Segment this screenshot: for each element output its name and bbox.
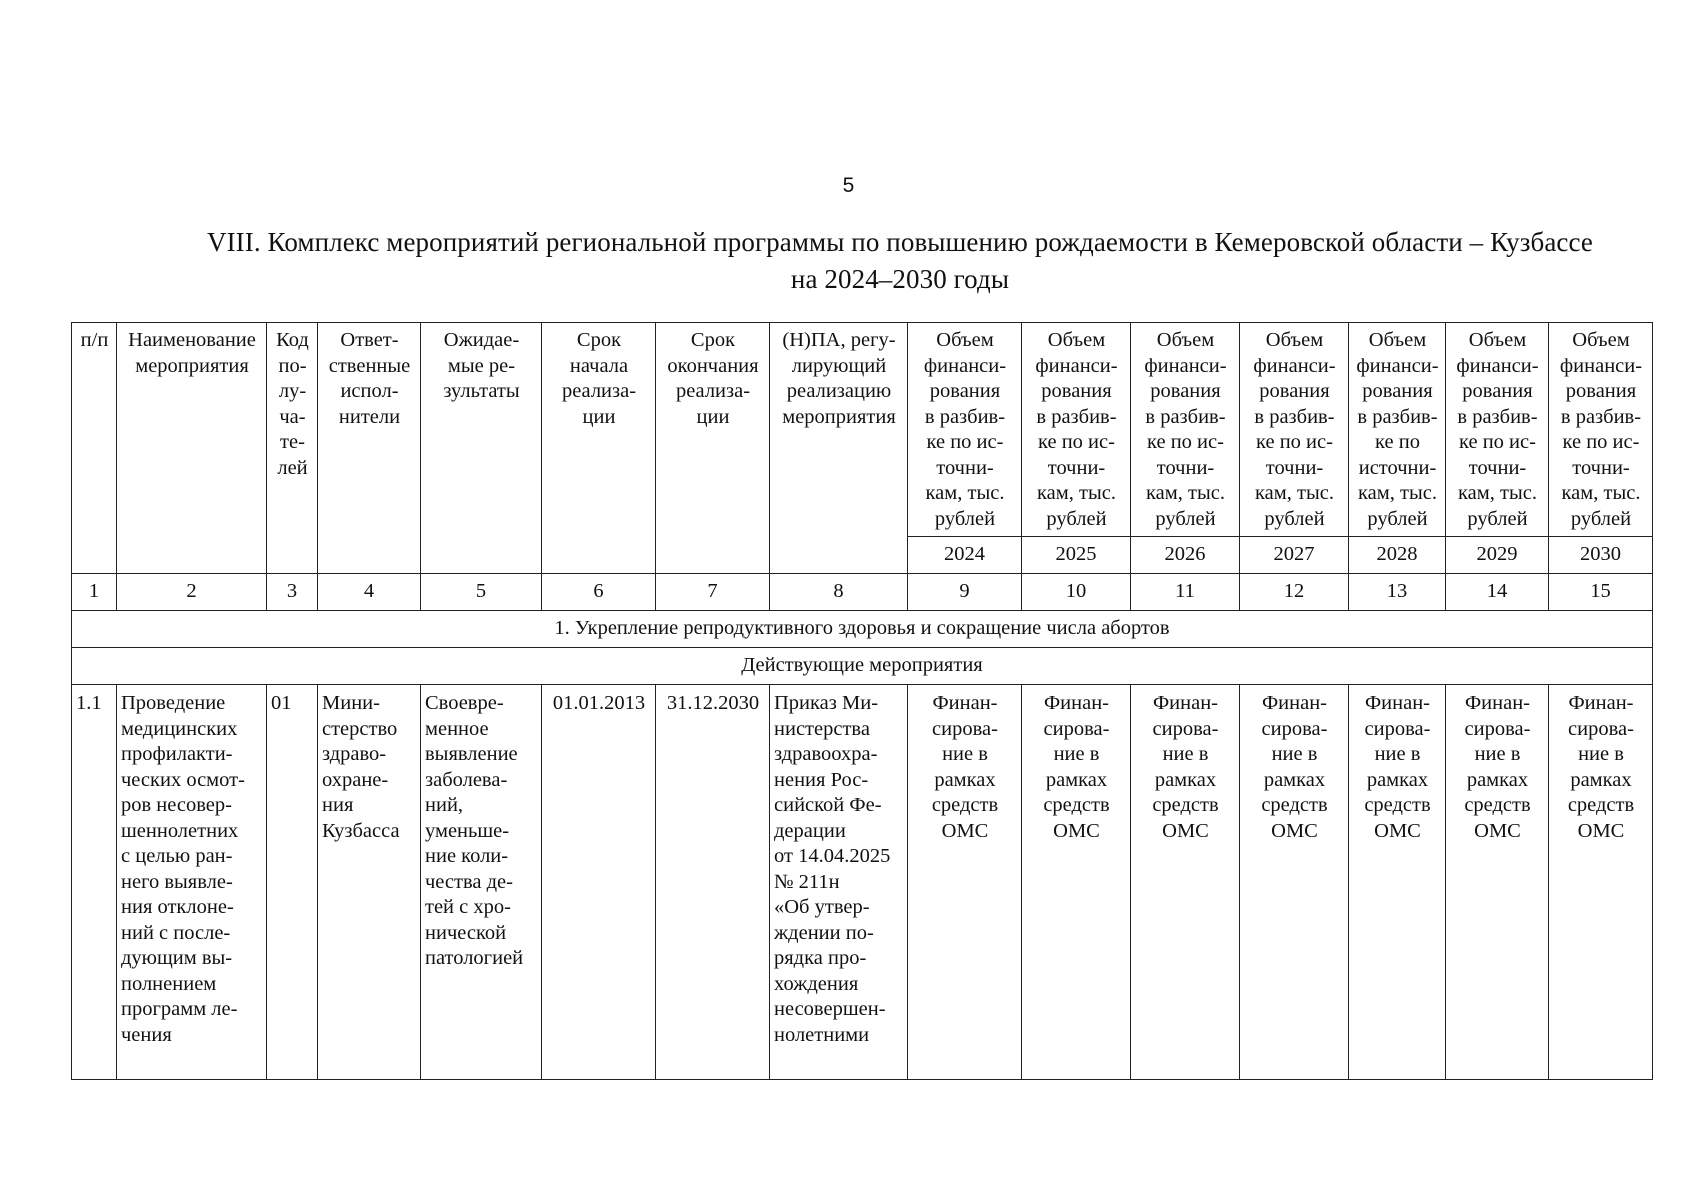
column-number: 14 (1446, 574, 1549, 611)
header-num: п/п (72, 323, 117, 574)
title-line-1: VIII. Комплекс мероприятий региональной программы по повышению рождаемости в Кемеровской области – Кузбассе (206, 227, 1594, 257)
header-financing-2027: Объем финанси- рования в разбив- ке по ис- точни- кам, тыс. рублей (1240, 323, 1349, 537)
measure-name: Проведение медицинских профилакти- ческих осмот- ров несовер- шеннолетних с целью ран- него выявле- ния отклоне- ний с после- дующим вы- полнением программ ле- чения (117, 685, 267, 1080)
section-title: 1. Укрепление репродуктивного здоровья и сокращение числа абортов (72, 611, 1653, 648)
column-number: 1 (72, 574, 117, 611)
financing-2028: Финан- сирова- ние в рамках средств ОМС (1349, 685, 1446, 1080)
year-cell: 2027 (1240, 537, 1349, 574)
column-number: 5 (421, 574, 542, 611)
header-financing-2025: Объем финанси- рования в разбив- ке по ис- точни- кам, тыс. рублей (1022, 323, 1131, 537)
financing-2030: Финан- сирова- ние в рамках средств ОМС (1549, 685, 1653, 1080)
column-number: 15 (1549, 574, 1653, 611)
header-executors: Ответ- ственные испол- нители (318, 323, 421, 574)
table-row (72, 685, 1653, 1080)
regulating-act: Приказ Ми- нистерства здравоохра- нения Рос- сийской Фе- дерации от 14.04.2025 № 211н «Об утвер- ждении по- рядка про- хождения несовершен- нолетними (770, 685, 908, 1080)
header-financing-2030: Объем финанси- рования в разбив- ке по ис- точни- кам, тыс. рублей (1549, 323, 1653, 537)
subsection-title: Действующие мероприятия (72, 648, 1653, 685)
measures-table (71, 322, 1653, 1080)
expected-results: Своевре- менное выявление заболева- ний, уменьше- ние коли- чества де- тей с хро- нической патологией (421, 685, 542, 1080)
year-cell: 2029 (1446, 537, 1549, 574)
financing-2027: Финан- сирова- ние в рамках средств ОМС (1240, 685, 1349, 1080)
header-name: Наименование мероприятия (117, 323, 267, 574)
column-number: 6 (542, 574, 656, 611)
column-number: 9 (908, 574, 1022, 611)
column-number: 4 (318, 574, 421, 611)
header-end: Срок окончания реализа- ции (656, 323, 770, 574)
header-start: Срок начала реализа- ции (542, 323, 656, 574)
header-financing-2029: Объем финанси- рования в разбив- ке по ис- точни- кам, тыс. рублей (1446, 323, 1549, 537)
column-number: 8 (770, 574, 908, 611)
row-number: 1.1 (72, 685, 117, 1080)
recipient-code: 01 (267, 685, 318, 1080)
year-cell: 2028 (1349, 537, 1446, 574)
header-financing-2026: Объем финанси- рования в разбив- ке по ис- точни- кам, тыс. рублей (1131, 323, 1240, 537)
header-code: Код по- лу- ча- те- лей (267, 323, 318, 574)
column-number: 3 (267, 574, 318, 611)
start-date: 01.01.2013 (542, 685, 656, 1080)
column-number: 2 (117, 574, 267, 611)
column-number: 10 (1022, 574, 1131, 611)
document-title (100, 224, 1697, 298)
financing-2026: Финан- сирова- ние в рамках средств ОМС (1131, 685, 1240, 1080)
page-number: 5 (842, 174, 855, 197)
year-cell: 2026 (1131, 537, 1240, 574)
column-number-row (72, 574, 1653, 611)
year-cell: 2025 (1022, 537, 1131, 574)
year-cell: 2024 (908, 537, 1022, 574)
year-cell: 2030 (1549, 537, 1653, 574)
financing-2029: Финан- сирова- ние в рамках средств ОМС (1446, 685, 1549, 1080)
subsection-row (72, 648, 1653, 685)
title-line-2: на 2024–2030 годы (790, 264, 1010, 294)
column-number: 11 (1131, 574, 1240, 611)
financing-2025: Финан- сирова- ние в рамках средств ОМС (1022, 685, 1131, 1080)
section-row (72, 611, 1653, 648)
column-number: 13 (1349, 574, 1446, 611)
end-date: 31.12.2030 (656, 685, 770, 1080)
header-results: Ожидае- мые ре- зультаты (421, 323, 542, 574)
responsible-executors: Мини- стерство здраво- охране- ния Кузбасса (318, 685, 421, 1080)
column-number: 7 (656, 574, 770, 611)
column-number: 12 (1240, 574, 1349, 611)
header-row (72, 323, 1653, 537)
header-financing-2028: Объем финанси- рования в разбив- ке по источни- кам, тыс. рублей (1349, 323, 1446, 537)
financing-2024: Финан- сирова- ние в рамках средств ОМС (908, 685, 1022, 1080)
header-financing-2024: Объем финанси- рования в разбив- ке по ис- точни- кам, тыс. рублей (908, 323, 1022, 537)
header-npa: (Н)ПА, регу- лирующий реализацию мероприятия (770, 323, 908, 574)
